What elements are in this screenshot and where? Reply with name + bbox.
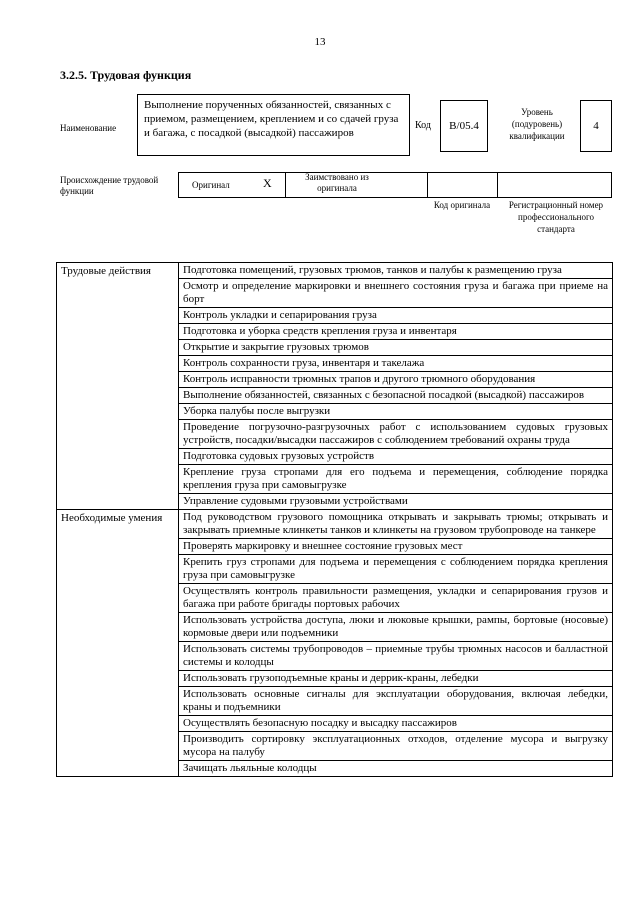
original-mark: X bbox=[263, 176, 272, 190]
list-item: Крепление груза стропами для его подъема и перемещения, соблюдение порядка крепления груза при самовыгрузке bbox=[179, 465, 613, 494]
level-label: Уровень (подуровень) квалификации bbox=[509, 107, 565, 141]
list-item: Подготовка и уборка средств крепления груза и инвентаря bbox=[179, 324, 613, 340]
list-item: Контроль укладки и сепарирования груза bbox=[179, 308, 613, 324]
list-item: Осуществлять контроль правильности размещения, укладки и сепарирования грузов и багажа при работе бригады портовых рабочих bbox=[179, 584, 613, 613]
code-label: Код bbox=[415, 120, 431, 131]
list-item: Осмотр и определение маркировки и внешнего состояния груза и багажа при приеме на борт bbox=[179, 279, 613, 308]
original-label: Оригинал bbox=[192, 180, 230, 190]
list-item: Под руководством грузового помощника открывать и закрывать трюмы; открывать и закрывать приемные клинкеты танков и клинкеты на грузовом трубопроводе на танкере bbox=[179, 510, 613, 539]
list-item: Подготовка судовых грузовых устройств bbox=[179, 449, 613, 465]
list-item: Зачищать льяльные колодцы bbox=[179, 761, 613, 777]
list-item: Открытие и закрытие грузовых трюмов bbox=[179, 340, 613, 356]
list-item: Использовать основные сигналы для эксплуатации оборудования, включая лебедки, краны и подъемники bbox=[179, 687, 613, 716]
list-item: Выполнение обязанностей, связанных с безопасной посадкой (высадкой) пассажиров bbox=[179, 388, 613, 404]
list-item: Использовать грузоподъемные краны и деррик-краны, лебедки bbox=[179, 671, 613, 687]
list-item: Производить сортировку эксплуатационных отходов, отделение мусора и выгрузку мусора на палубу bbox=[179, 732, 613, 761]
list-item: Управление судовыми грузовыми устройствами bbox=[179, 494, 613, 510]
section-header: Трудовые действия bbox=[57, 263, 179, 510]
list-item: Проверять маркировку и внешнее состояние грузовых мест bbox=[179, 539, 613, 555]
list-item: Контроль сохранности груза, инвентаря и такелажа bbox=[179, 356, 613, 372]
origin-row bbox=[178, 172, 612, 198]
page-number: 13 bbox=[314, 36, 326, 48]
borrowed-label: Заимствовано из оригинала bbox=[305, 172, 369, 193]
list-item: Уборка палубы после выгрузки bbox=[179, 404, 613, 420]
function-table bbox=[56, 262, 613, 777]
function-name-box: Выполнение порученных обязанностей, связанных с приемом, размещением, креплением и со сдачей груза и багажа, с посадкой (высадкой) пассажиров bbox=[137, 94, 410, 156]
list-item: Использовать системы трубопроводов – приемные трубы трюмных насосов и балластной системы и колодцы bbox=[179, 642, 613, 671]
list-item: Контроль исправности трюмных трапов и другого трюмного оборудования bbox=[179, 372, 613, 388]
list-item: Крепить груз стропами для подъема и перемещения с соблюдением порядка крепления груза при самовыгрузке bbox=[179, 555, 613, 584]
reg-number-caption: Регистрационный номер профессионального стандарта bbox=[508, 200, 604, 234]
list-item: Использовать устройства доступа, люки и люковые крышки, рампы, бортовые (носовые) кормовые двери или подъемники bbox=[179, 613, 613, 642]
table-row bbox=[57, 510, 613, 539]
list-item: Проведение погрузочно-разгрузочных работ с использованием судовых грузовых устройств, посадки/высадки пассажиров с соблюдением требований охраны труда bbox=[179, 420, 613, 449]
section-title: 3.2.5. Трудовая функция bbox=[60, 68, 192, 82]
section-header: Необходимые умения bbox=[57, 510, 179, 777]
code-original-caption: Код оригинала bbox=[433, 200, 491, 210]
level-value-box: 4 bbox=[580, 100, 612, 152]
table-row bbox=[57, 263, 613, 279]
origin-label: Происхождение трудовой функции bbox=[60, 175, 159, 196]
list-item: Подготовка помещений, грузовых трюмов, танков и палубы к размещению груза bbox=[179, 263, 613, 279]
name-label: Наименование bbox=[60, 123, 117, 133]
list-item: Осуществлять безопасную посадку и высадку пассажиров bbox=[179, 716, 613, 732]
code-value-box: B/05.4 bbox=[440, 100, 488, 152]
